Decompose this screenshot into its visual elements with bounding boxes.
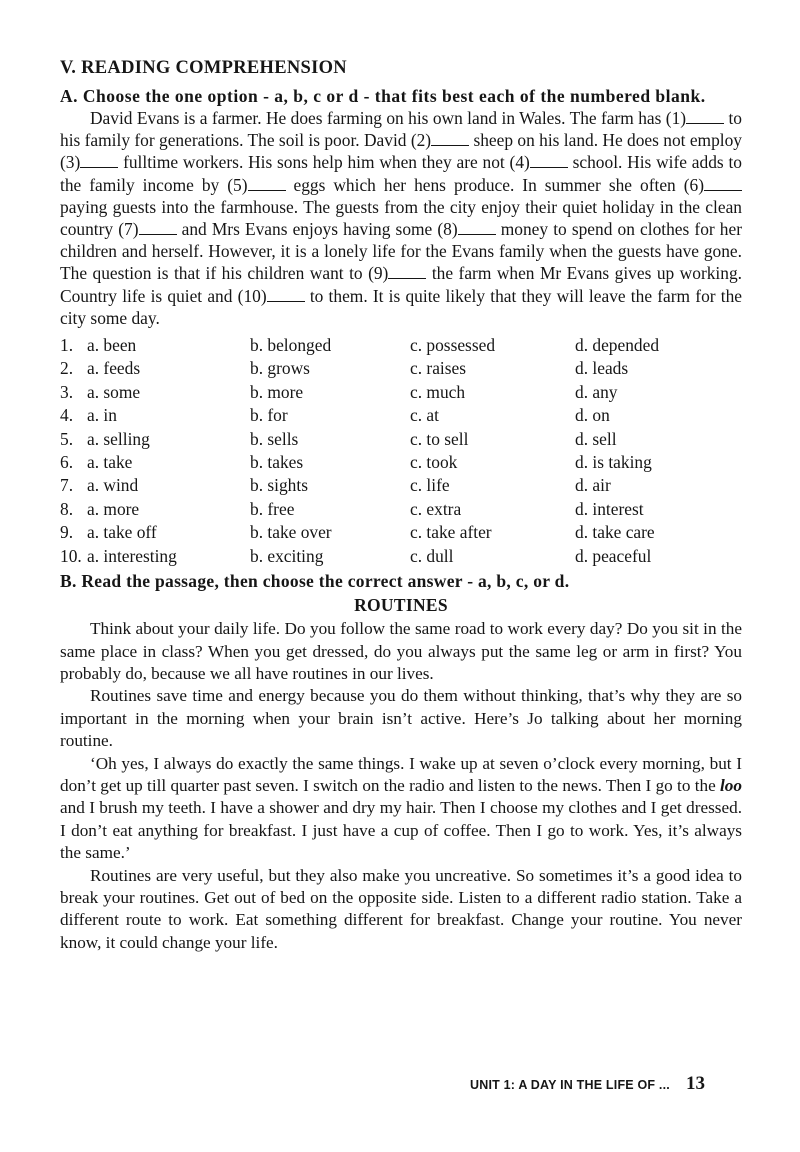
option-b: b. free bbox=[250, 498, 295, 519]
blank-9 bbox=[388, 264, 426, 279]
option-c: c. possessed bbox=[410, 335, 496, 356]
option-row bbox=[60, 428, 742, 451]
option-row bbox=[60, 381, 742, 404]
option-a: a. interesting bbox=[87, 545, 177, 566]
option-a: a. wind bbox=[87, 475, 139, 496]
blank-2 bbox=[431, 131, 469, 146]
option-d: d. depended bbox=[575, 335, 660, 356]
option-d: d. sell bbox=[575, 428, 617, 449]
option-a: a. take off bbox=[87, 522, 157, 543]
option-b: b. sells bbox=[250, 428, 299, 449]
section-title: V. READING COMPREHENSION bbox=[60, 58, 347, 78]
option-d: d. on bbox=[575, 405, 610, 426]
option-d: d. leads bbox=[575, 358, 629, 379]
passage-segment: the farm when Mr Evans gives up working. Country life is quiet and (10) bbox=[60, 263, 742, 306]
blank-7 bbox=[139, 220, 177, 235]
option-c: c. life bbox=[410, 475, 450, 496]
option-c: c. to sell bbox=[410, 428, 469, 449]
option-d: d. take care bbox=[575, 522, 655, 543]
paragraph: Routines are very useful, but they also make you uncreative. So sometimes it’s a good idea to break your routines. Get out of bed on the opposite side. Listen to a different radio station. Take a different route to work. Eat something different for breakfast. Change your routine. You never know, it could change your life. bbox=[60, 865, 742, 952]
option-b: b. exciting bbox=[250, 545, 324, 566]
blank-3 bbox=[80, 153, 118, 168]
option-row bbox=[60, 498, 742, 521]
blank-1 bbox=[686, 109, 724, 124]
passage-segment: money to spend on clothes for her children and herself. However, it is a lonely life for the Evans family when the guests have gone. The question is that if his children want to (9) bbox=[60, 219, 742, 284]
paragraph bbox=[60, 753, 742, 865]
option-a: a. more bbox=[87, 498, 140, 519]
option-number: 5. bbox=[60, 428, 74, 449]
option-c: c. much bbox=[410, 381, 466, 402]
option-d: d. is taking bbox=[575, 452, 652, 473]
option-d: d. peaceful bbox=[575, 545, 652, 566]
option-d: d. air bbox=[575, 475, 611, 496]
page-footer bbox=[470, 1073, 705, 1095]
option-row bbox=[60, 357, 742, 380]
option-number: 4. bbox=[60, 405, 74, 426]
option-c: c. at bbox=[410, 405, 439, 426]
blank-8 bbox=[458, 220, 496, 235]
option-a: a. selling bbox=[87, 428, 150, 449]
option-row bbox=[60, 545, 742, 568]
option-c: c. raises bbox=[410, 358, 467, 379]
option-b: b. takes bbox=[250, 452, 304, 473]
blank-10 bbox=[267, 287, 305, 302]
part-a-heading: A. Choose the one option - a, b, c or d - that fits best each of the numbered blank. bbox=[60, 86, 706, 106]
part-a-passage bbox=[60, 107, 742, 329]
option-number: 1. bbox=[60, 335, 74, 356]
option-number: 9. bbox=[60, 522, 74, 543]
passage-segment: school. His wife adds to the family income by (5) bbox=[60, 152, 742, 195]
paragraph: Routines save time and energy because you do them without thinking, that’s why they are so important in the morning when your brain isn’t active. Here’s Jo talking about her morning routine. bbox=[60, 686, 742, 751]
option-a: a. some bbox=[87, 381, 141, 402]
option-c: c. took bbox=[410, 452, 458, 473]
options-table bbox=[60, 334, 742, 568]
page-number: 13 bbox=[685, 1073, 705, 1094]
option-row bbox=[60, 521, 742, 544]
emphasized-word: loo bbox=[720, 775, 742, 795]
passage-segment: and Mrs Evans enjoys having some (8) bbox=[176, 219, 458, 240]
passage-segment: paying guests into the farmhouse. The guests from the city enjoy their quiet holiday in the clean country (7) bbox=[60, 196, 742, 240]
option-c: c. dull bbox=[410, 545, 454, 566]
option-b: b. grows bbox=[250, 358, 310, 379]
option-a: a. been bbox=[87, 335, 137, 356]
option-row bbox=[60, 474, 742, 497]
option-d: d. any bbox=[575, 381, 618, 402]
page-content bbox=[60, 58, 742, 954]
passage-segment: David Evans is a farmer. He does farming on his own land in Wales. The farm has (1) bbox=[90, 108, 687, 128]
option-b: b. for bbox=[250, 405, 288, 426]
option-a: a. take bbox=[87, 452, 133, 473]
option-number: 10. bbox=[60, 545, 82, 566]
passage-segment: to them. It is quite likely that they will leave the farm for the city some day. bbox=[60, 285, 742, 328]
option-b: b. sights bbox=[250, 475, 308, 496]
option-a: a. in bbox=[87, 405, 117, 426]
option-number: 2. bbox=[60, 358, 74, 379]
routines-passage bbox=[60, 618, 742, 954]
option-number: 7. bbox=[60, 475, 74, 496]
option-c: c. take after bbox=[410, 522, 492, 543]
blank-4 bbox=[530, 153, 568, 168]
footer-unit-title: UNIT 1: A DAY IN THE LIFE OF ... bbox=[470, 1078, 670, 1092]
option-c: c. extra bbox=[410, 498, 462, 519]
blank-6 bbox=[704, 176, 742, 191]
option-number: 3. bbox=[60, 381, 74, 402]
part-b-heading: B. Read the passage, then choose the correct answer - a, b, c, or d. bbox=[60, 571, 570, 592]
option-row bbox=[60, 404, 742, 427]
option-row bbox=[60, 451, 742, 474]
option-a: a. feeds bbox=[87, 358, 141, 379]
option-d: d. interest bbox=[575, 498, 644, 519]
paragraph: Think about your daily life. Do you follow the same road to work every day? Do you sit in the same place in class? When you get dressed, do you always put the same leg or arm in first? You probably do, because we all have routines in our lives. bbox=[60, 619, 742, 683]
paragraph-text: ‘Oh yes, I always do exactly the same things. I wake up at seven o’clock every morning, but I don’t get up till quarter past seven. I switch on the radio and listen to the news. Then I go to the bbox=[60, 753, 742, 795]
option-number: 8. bbox=[60, 498, 74, 519]
option-row bbox=[60, 334, 742, 357]
paragraph-text: and I brush my teeth. I have a shower and dry my hair. Then I choose my clothes and I get dressed. I don’t eat anything for breakfast. I just have a cup of coffee. Then I go to work. Yes, it’s always the same.’ bbox=[60, 798, 742, 863]
option-b: b. take over bbox=[250, 522, 332, 543]
blank-5 bbox=[248, 176, 286, 191]
story-title: ROUTINES bbox=[354, 595, 448, 616]
passage-segment: to his family for generations. The soil is poor. David (2) bbox=[60, 108, 742, 151]
option-b: b. belonged bbox=[250, 335, 332, 356]
passage-segment: eggs which her hens produce. In summer she often (6) bbox=[285, 174, 705, 195]
passage-segment: sheep on his land. He does not employ (3) bbox=[60, 130, 743, 173]
option-b: b. more bbox=[250, 381, 304, 402]
passage-segment: fulltime workers. His sons help him when they are not (4) bbox=[118, 152, 530, 173]
option-number: 6. bbox=[60, 452, 74, 473]
